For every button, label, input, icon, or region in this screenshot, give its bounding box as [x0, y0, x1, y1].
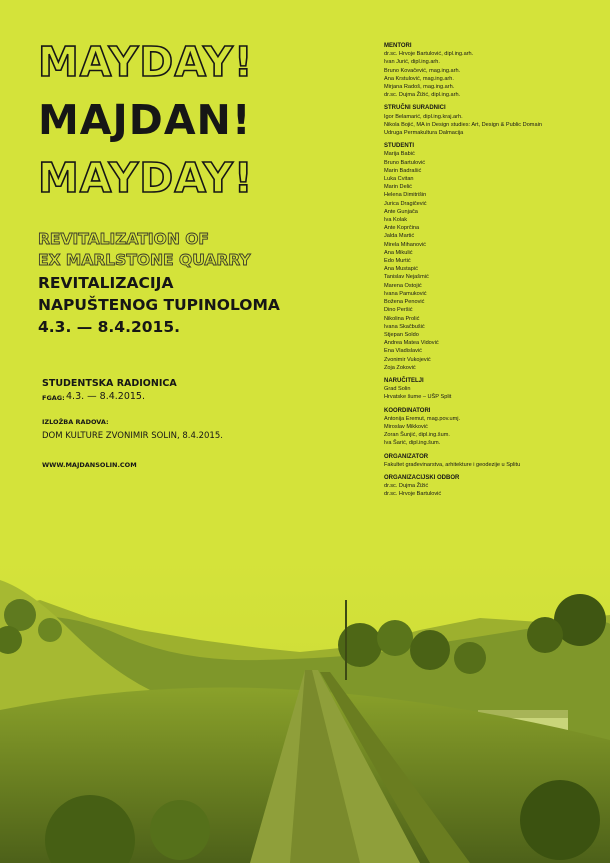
credits-name: Zoran Šunjić, dipl.ing.šum. — [384, 432, 450, 439]
tree — [454, 642, 486, 674]
subtitle-en-line2: EX MARLSTONE QUARRY — [38, 251, 251, 269]
credits-name: Antonija Eremut, mag.pov.umj. — [384, 415, 461, 422]
credits-name: Bruno Kovačević, mag.ing.arh. — [384, 67, 461, 74]
credits-name: Ana Mustapić — [384, 266, 418, 273]
credits-name: Mirela Mihanović — [384, 241, 426, 248]
credits-column — [384, 42, 594, 504]
credits-name: Jalda Martić — [384, 233, 415, 240]
credits-name: Igor Belamarić, dipl.ing.kraj.arh. — [384, 113, 463, 120]
credits-name: Andrea Matea Vidović — [384, 340, 439, 347]
credits-name: dr.sc. Hrvoje Bartulović — [384, 491, 442, 498]
credits-name: Marija Babić — [384, 151, 415, 158]
credits-name: Ante Gunjača — [384, 208, 418, 215]
credits-name: Ivana Pamuković — [384, 290, 427, 297]
credits-section — [384, 407, 594, 448]
credits-name: dr.sc. Hrvoje Bartulović, dipl.ing.arh. — [384, 51, 474, 58]
tree — [377, 620, 413, 656]
credits-section — [384, 142, 594, 372]
credits-name: Zvonimir Vukojević — [384, 356, 431, 363]
credits-heading: KOORDINATORI — [384, 407, 431, 414]
credits-section — [384, 42, 594, 99]
credits-heading: STUDENTI — [384, 143, 414, 150]
credits-name: Edo Murtić — [384, 258, 411, 265]
credits-name: Bruno Bartulović — [384, 159, 426, 166]
credits-name: Grad Solin — [384, 386, 411, 393]
credits-heading: STRUČNI SURADNICI — [384, 105, 446, 112]
credits-name: Luka Cvitan — [384, 176, 414, 183]
credits-name: Ante Koprčina — [384, 225, 420, 232]
credits-name: Nikola Bojić, MA in Design studies: Art, Design & Public Domain — [384, 121, 542, 128]
tree — [338, 623, 382, 667]
title-majdan: MAJDAN! — [38, 96, 252, 144]
credits-name: Iva Kolak — [384, 217, 408, 224]
bush — [150, 800, 210, 860]
utility-pole — [345, 600, 347, 680]
credits-section — [384, 474, 594, 499]
credits-name: Dino Peršić — [384, 307, 413, 314]
tree — [38, 618, 62, 642]
subtitle-hr-dates: 4.3. — 8.4.2015. — [38, 318, 181, 336]
credits-heading: NARUČITELJI — [384, 377, 424, 384]
credits-heading: MENTORI — [384, 43, 412, 49]
credits-heading: ORGANIZACIJSKI ODBOR — [384, 474, 460, 481]
credits-name: Ana Mikulić — [384, 249, 413, 256]
exhibition-heading: IZLOŽBA RADOVA: — [42, 418, 109, 426]
credits-name: Ana Krstulović, mag.ing.arh. — [384, 75, 454, 82]
credits-name: Udruga Permakultura Dalmacija — [384, 130, 464, 137]
subtitle-en-line1: REVITALIZATION OF — [38, 230, 209, 248]
credits-name: Nikolina Prolić — [384, 315, 420, 322]
workshop-heading: STUDENTSKA RADIONICA — [42, 378, 177, 389]
credits-name: Ivana Skačbušić — [384, 323, 425, 330]
title-mayday-1: MAYDAY! — [38, 38, 254, 86]
exhibition-place: DOM KULTURE ZVONIMIR SOLIN, 8.4.2015. — [42, 431, 223, 441]
credits-name: Tanislav Nejašmić — [384, 274, 429, 281]
tree — [527, 617, 563, 653]
tree — [410, 630, 450, 670]
workshop-place: FGAG: — [42, 394, 65, 402]
credits-section — [384, 453, 594, 469]
credits-name: Miroslav Mikković — [384, 423, 428, 430]
credits-section — [384, 104, 594, 137]
credits-name: Marin Badrašić — [384, 167, 422, 174]
bush — [520, 780, 600, 860]
credits-name: Hrvatske šume – UŠP Split — [384, 394, 452, 401]
credits-name: Stjepan Soldo — [384, 331, 419, 338]
workshop-dates: 4.3. — 8.4.2015. — [66, 391, 145, 402]
landscape-photo — [0, 560, 610, 863]
title-mayday-2: MAYDAY! — [38, 154, 254, 202]
credits-name: Ivan Jurić, dipl.ing.arh. — [384, 59, 440, 66]
credits-name: dr.sc. Dujma Žižić, dipl.ing.arh. — [384, 92, 461, 99]
credits-name: Marin Delić — [384, 184, 412, 191]
subtitle-hr-line1: REVITALIZACIJA — [38, 274, 174, 292]
credits-name: Božena Penović — [384, 299, 425, 306]
credits-name: Helena Dimitrišin — [384, 192, 427, 199]
credits-name: Zoja Zoković — [384, 364, 416, 371]
credits-heading: ORGANIZATOR — [384, 453, 429, 460]
subtitle-hr-line2: NAPUŠTENOG TUPINOLOMA — [38, 296, 280, 314]
credits-name: Fakultet građevinarstva, arhitekture i geodezije u Splitu — [384, 461, 521, 468]
credits-name: Marena Ostojić — [384, 282, 422, 289]
website-link[interactable]: WWW.MAJDANSOLIN.COM — [42, 461, 137, 469]
credits-name: Iva Šarić, dipl.ing.šum. — [384, 440, 441, 447]
credits-section — [384, 377, 594, 402]
credits-name: Mirjana Radoš, mag.ing.arh. — [384, 84, 455, 91]
credits-name: Ena Vladislavić — [384, 348, 422, 355]
credits-name: Jurica Dragičević — [384, 200, 427, 207]
credits-name: dr.sc. Dujma Žižić — [384, 483, 429, 490]
